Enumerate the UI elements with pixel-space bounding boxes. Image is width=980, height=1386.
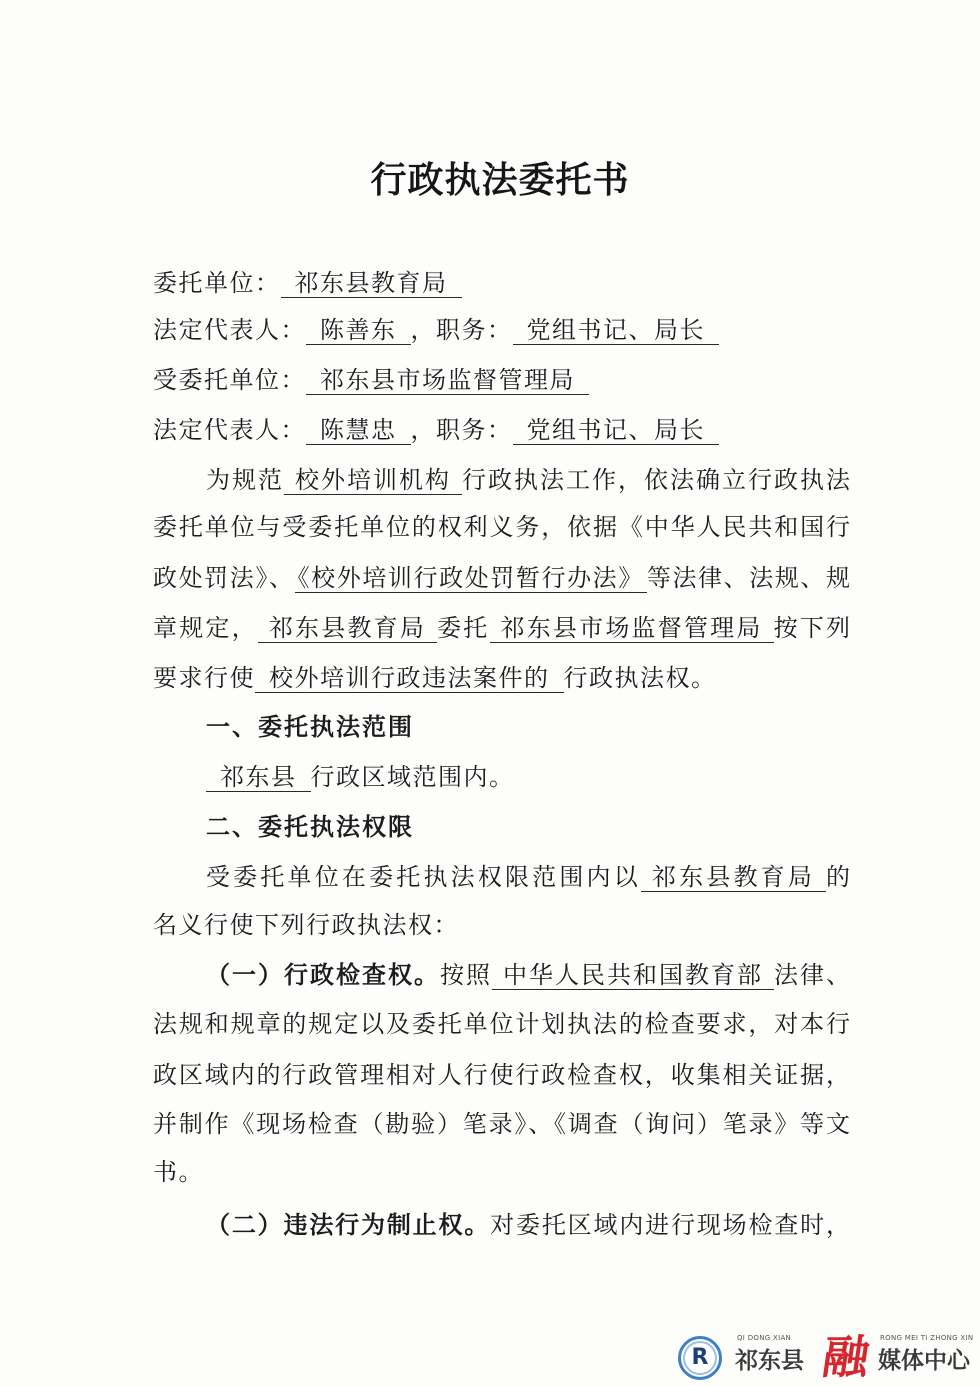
entrusting-unit-line (153, 258, 462, 308)
preamble-text: 章规定， (153, 614, 258, 642)
scope-line (206, 752, 515, 802)
stop-violation-text: 对委托区域内进行现场检查时， (490, 1211, 851, 1239)
media-center-pinyin: RONG MEI TI ZHONG XIN (880, 1334, 974, 1342)
entrusted-rep-position-label: ，职务： (410, 416, 513, 444)
entrusted-rep-label: 法定代表人： (153, 416, 306, 444)
preamble-text: 要求行使 (153, 664, 255, 692)
inspection-basis-field: 中华人民共和国教育部 (492, 961, 774, 990)
rong-logo-glyph: 融 (819, 1330, 873, 1384)
inspection-text: 法律、 (774, 961, 850, 989)
authority-line-2 (153, 900, 459, 950)
preamble-text: 行政执法工作，依法确立行政执法 (462, 466, 850, 494)
media-center-logo-icon: R (678, 1336, 722, 1380)
entrusted-rep-line (153, 405, 719, 455)
inspection-text: 政区域内的行政管理相对人行使行政检查权，收集相关证据， (153, 1061, 850, 1089)
inspection-right-line-1 (206, 950, 850, 1000)
inspection-right-line-5 (153, 1147, 204, 1197)
inspection-text: 书。 (153, 1158, 204, 1186)
inspection-text: 并制作《现场检查（勘验）笔录》、《调查（询问）笔录》等文 (153, 1110, 850, 1138)
scope-section-heading: 一、委托执法范围 (206, 713, 414, 741)
preamble-line-5 (153, 653, 717, 703)
regulation-field: 《校外培训行政处罚暂行办法》 (295, 564, 647, 593)
inspection-text: 按照 (440, 961, 492, 989)
authority-line-1 (206, 852, 850, 902)
entrusting-unit-value: 祁东县教育局 (281, 269, 462, 298)
training-subject-field: 校外培训机构 (284, 466, 462, 495)
preamble-text: 等法律、法规、规 (646, 564, 851, 592)
stop-violation-right-line-1 (206, 1200, 850, 1250)
preamble-line-2 (153, 502, 850, 552)
preamble-text: 为规范 (206, 466, 284, 494)
preamble-text: 委托单位与受委托单位的权利义务，依据《中华人民共和国行 (153, 513, 850, 541)
entrusted-rep-name: 陈慧忠 (306, 416, 411, 445)
preamble-text: 按下列 (773, 614, 851, 642)
entrusting-rep-line (153, 305, 719, 355)
entrusted-unit-label: 受委托单位： (153, 366, 306, 394)
authority-section-heading: 二、委托执法权限 (206, 813, 414, 841)
authority-text: 名义行使下列行政执法权： (153, 911, 459, 939)
preamble-text: 政处罚法》、 (153, 564, 295, 592)
inspection-right-line-3 (153, 1050, 850, 1100)
preamble-text: 委托 (437, 614, 490, 642)
scope-text: 行政区域范围内。 (310, 763, 515, 791)
entrusted-rep-position: 党组书记、局长 (513, 416, 720, 445)
county-name: 祁东县 (735, 1348, 804, 1374)
inspection-text: 法规和规章的规定以及委托单位计划执法的检查要求，对本行 (153, 1010, 850, 1038)
inspection-right-line-2 (153, 999, 850, 1049)
inspection-right-heading: （一）行政检查权。 (206, 960, 440, 989)
preamble-line-1 (206, 455, 850, 505)
entrusted-unit-value: 祁东县市场监督管理局 (306, 366, 589, 395)
entrusting-rep-position-label: ，职务： (410, 316, 513, 344)
authority-text: 受委托单位在委托执法权限范围内以 (206, 863, 641, 891)
authority-unit-field: 祁东县教育局 (641, 863, 826, 892)
entrusted-unit-line (153, 355, 589, 405)
preamble-line-3 (153, 553, 850, 603)
entrusting-unit-label: 委托单位： (153, 269, 281, 297)
scope-region-field: 祁东县 (206, 763, 311, 792)
preamble-text: 行政执法权。 (563, 664, 717, 692)
entrusting-unit-field: 祁东县教育局 (258, 614, 437, 643)
case-scope-field: 校外培训行政违法案件的 (255, 664, 564, 693)
entrusting-rep-label: 法定代表人： (153, 316, 306, 344)
document-title: 行政执法委托书 (370, 159, 630, 201)
county-pinyin: QI DONG XIAN (737, 1334, 792, 1342)
entrusted-unit-field: 祁东县市场监督管理局 (490, 614, 774, 643)
entrusting-rep-name: 陈善东 (306, 316, 411, 345)
media-center-name: 媒体中心 (878, 1348, 970, 1374)
authority-text: 的 (826, 863, 851, 891)
stop-violation-right-heading: （二）违法行为制止权。 (206, 1210, 491, 1239)
entrusting-rep-position: 党组书记、局长 (513, 316, 720, 345)
preamble-line-4 (153, 603, 850, 653)
inspection-right-line-4 (153, 1099, 850, 1149)
